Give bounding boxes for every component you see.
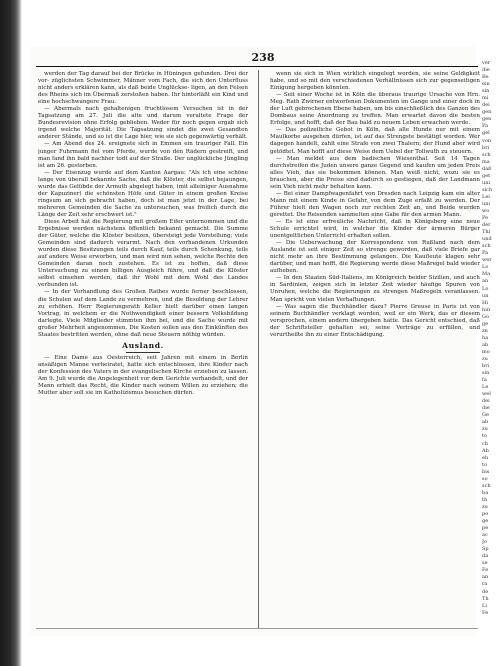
margin-fragment: gen	[482, 109, 492, 116]
news-paragraph: — Seit einer Woche ist in Köln die überaus traurige Ursache von Hrn. Meg. Rath Zwirner entworfenen Dokumenten im Gange und einer doch in der Luft gebrochenen Ebene haben, um bis einschließlich des Ganzen des Dombaus seine Anordnung zu treffen. Man erwartet davon die besten Erfolge, und hofft, daß der Bau bald zu neuem Leben erwachen werde.	[270, 92, 480, 127]
margin-fragment: hin	[482, 306, 491, 313]
margin-fragment: ma	[482, 158, 490, 165]
margin-fragment: bis	[482, 468, 490, 475]
margin-fragment: uni	[482, 200, 491, 207]
margin-fragment: sch	[482, 482, 491, 489]
margin-fragment: eb	[482, 454, 489, 461]
margin-fragment: Thi	[482, 229, 491, 236]
adjacent-page-fragments	[482, 60, 504, 620]
news-paragraph: — In der Verhandlung des Großen Rathes wurde ferner beschlossen, die Schulen auf dem Lande zu vermehren, und die Besoldung der Lehrer zu erhöhen. Herr Regierungsrath Keller hielt darüber einen langen Vortrag, in welchem er die Nothwendigkeit einer bessern Volksbildung darlegte. Viele Mitglieder stimmten ihm bei, und die Sache wurde mit großer Mehrheit angenommen. Die Kosten sollen aus den Einkünften des Staates bestritten werden, ohne daß neue Steuern nöthig würden.	[38, 289, 248, 338]
margin-fragment: wer	[482, 257, 492, 264]
margin-fragment: gen	[482, 116, 492, 123]
margin-fragment: Pa	[482, 123, 489, 130]
margin-fragment: zu	[482, 503, 488, 510]
news-paragraph: — Der Eisenzug wurde auf dem Kanton Aargau: "Als ich eine schöne lange von überall bekannte Sache, daß die Klöster, die selbst bejaungen, wurde das Gelübde der Armuth abgelegt haben, (mit alleiniger Ausnahme der Kapuziner) die schönsten Höfe und Güter in einem großen Kreise ringsum an sich gebracht haben, doch ist man jetzt in der Lage, bei mehreren Gemeinden die Sache zu untersuchen, was freilich durch die Länge der Zeit sehr erschwert ist."	[38, 169, 248, 218]
news-paragraph: Diese Arbeit hat die Regierung mit großem Eifer unternommen und die Ergebnisse werden nächstens öffentlich bekannt gemacht. Die Summe der Güter, welche die Klöster besitzen, übersteigt jede Vorstellung; viele Gemeinden sind dadurch verarmt. Nach den vorhandenen Urkunden wurden diese Besitzungen teils durch Kauf, teils durch Schenkung, teils auf andere Weise erworben, und man wird nun sehen, welche Rechte den Gemeinden daran noch zustehen. Es ist zu hoffen, daß diese Untersuchung zu einem billigen Ausgleich führe, und daß die Klöster selbst einsehen werden, daß ihr Wohl mit dem Wohl des Landes verbunden ist.	[38, 218, 248, 289]
margin-fragment: Lo	[482, 285, 489, 292]
margin-fragment: ch	[482, 440, 489, 447]
margin-fragment: ab	[482, 419, 489, 426]
margin-fragment: dei	[482, 102, 490, 109]
margin-fragment: un	[482, 292, 489, 299]
margin-fragment: de	[482, 588, 489, 595]
margin-fragment: bri	[482, 144, 490, 151]
margin-fragment: sin	[482, 88, 490, 95]
news-paragraph: — Man meldet aus dem badischen Wiesenthal. Seit 14 Tagen durchstreifen die Juden unsere ganze Gegend und kaufen um jeden Preis alles Vieh, das sie bekommen können. Man weiß nicht, wozu sie es brauchen, aber die Preise sind dadurch so gestiegen, daß der Landmann sein Vieh nicht mehr behalten kann.	[270, 155, 480, 190]
margin-fragment: ge	[482, 320, 489, 327]
margin-fragment: sin	[482, 370, 490, 377]
margin-fragment: von	[482, 137, 492, 144]
margin-fragment: die	[482, 405, 490, 412]
news-paragraph: werden der Tag darauf bei der Brücke in Hüningen gefunden. Drei der vor- züglichsten Schwimmer, Männer vom Fach, die sich den Unterfluss nicht anders erklären kann, als daß beide Unglückse- ligen, an den Felsen des Rheins sich im Übermaß zerstoßen haben. Ihr hinterläßt ein Kind und eine hochschwangere Frau.	[38, 71, 248, 106]
margin-fragment: Ab	[482, 447, 489, 454]
book-binding-edge	[0, 0, 22, 666]
margin-fragment: gel	[482, 130, 490, 137]
margin-fragment: und	[482, 236, 492, 243]
margin-fragment: Lo	[482, 264, 489, 271]
heading-rule	[126, 352, 160, 353]
news-paragraph: wenn sie sich in Wien wirklich eingelegt worden, sie seine Geldigkeit habe, und so mit den verschiedenen Verhältnissen sich zur gegenseitigen Einigung hergeben könnten.	[270, 71, 480, 92]
margin-fragment: ac	[482, 532, 488, 539]
margin-fragment: get	[482, 172, 491, 179]
margin-fragment: Ge	[482, 412, 489, 419]
margin-fragment: ab	[482, 341, 489, 348]
header-rule	[36, 66, 478, 67]
footer-rule	[36, 628, 478, 629]
margin-fragment: Go	[482, 313, 490, 320]
margin-fragment: ge	[482, 518, 489, 525]
margin-fragment: der	[482, 222, 491, 229]
page-number: 238	[251, 51, 275, 64]
margin-fragment: Pa	[482, 250, 489, 257]
margin-fragment: sch	[482, 151, 491, 158]
margin-fragment: zu	[482, 355, 488, 362]
margin-fragment: ver	[482, 60, 491, 66]
right-column	[270, 71, 480, 626]
margin-fragment: die	[482, 67, 490, 74]
margin-fragment: ha	[482, 334, 489, 341]
margin-fragment: Hi	[482, 299, 488, 306]
margin-fragment: an	[482, 278, 489, 285]
news-paragraph: — Was sagen die Buchhändler dazu? Pierre Greuse in Paris ist von seinem Buchhändler verklagt worden, weil er ein Werk, das er diesem versprochen, einem andern übergeben hatte. Das Gericht entschied, daß der Schriftsteller gehalten sei, seine Verträge zu erfüllen, und verurtheilte ihn zu einer Entschädigung.	[270, 303, 480, 338]
margin-fragment: mo	[482, 348, 490, 355]
margin-fragment: sch	[482, 243, 491, 250]
margin-fragment: Pe	[482, 215, 489, 222]
margin-fragment: mi	[482, 95, 489, 102]
margin-fragment: Li	[482, 602, 487, 609]
news-paragraph: — Eine Dame aus Oesterreich, seit Jahren mit einem in Berlin ansäßigen Manne verheiratet, hatte sich entschlossen, ihre Kinder nach der Konfession des Vaters in der evangelischen Kirche erziehen zu lassen. Am 9. Juli wurde die Angelegenheit vor dem Gerichte verhandelt, und der Mann erhielt das Recht, die Kinder nach seinem Willen zu erziehen; die Mutter aber soll sie im Katholizismus besuchen dürfen.	[38, 354, 248, 397]
margin-fragment: zn	[482, 327, 488, 334]
margin-fragment: Ma	[482, 271, 491, 278]
margin-fragment: Jo	[482, 539, 488, 546]
margin-fragment: Th	[482, 595, 489, 602]
margin-fragment: Fe	[482, 567, 489, 574]
margin-fragment: Fe	[482, 609, 489, 616]
news-paragraph: — Am Abend des 24. ereignete sich in Emmen ein trauriger Fall. Ein junger Fuhrmann fiel vom Pferde, wurde von den Rädern gestreift, und man fand ihn bald nachher todt auf der Straße. Der unglückliche Jüngling ist am 26. gestorben.	[38, 141, 248, 169]
margin-fragment: po	[482, 511, 489, 517]
margin-fragment: wo	[482, 207, 490, 214]
news-paragraph: — Das polizeiliche Gebot in Köln, daß alle Hunde nur mit einem Maulkorbe ausgehen dürfen, ist auf das Strengste bestätigt worden. Wer dagegen handelt, zahlt eine Strafe von zwei Thalern; der Hund aber wird getödtet. Man hofft auf diese Weise dem Uebel der Tollwuth zu steuern.	[270, 127, 480, 155]
news-paragraph: — In den Staaten Süd-Italiens, im Königreich beider Sizilien, und auch in Sardinien, zeigen sich in letzter Zeit wieder häufige Spuren von Unruhen, welche die Regierungen zu strengen Maßregeln veranlassen. Man spricht von vielen Verhaftungen.	[270, 275, 480, 303]
margin-fragment: ein	[482, 81, 490, 88]
news-paragraph: — Es ist eine erfreuliche Nachricht, daß in Königsberg eine neue Schule errichtet wird, in welcher die Kinder der ärmeren Bürger unentgeltlichen Unterricht erhalten sollen.	[270, 218, 480, 240]
margin-fragment: daß	[482, 165, 492, 172]
margin-fragment: to	[482, 461, 488, 468]
margin-fragment: wel	[482, 391, 491, 398]
margin-fragment: so	[482, 475, 488, 482]
margin-fragment: th	[482, 496, 488, 503]
margin-fragment: ba	[482, 489, 489, 496]
margin-fragment: bri	[482, 363, 490, 370]
margin-fragment: da	[482, 553, 489, 560]
news-paragraph: — Bei einer Dampfwagenfahrt von Dresden nach Leipzig kam ein alter Mann mit einem Kinde in Gefahr, von dem Zuge erfaßt zu werden. Der Führer hielt den Wagen noch zur rechten Zeit an, und Beide wurden gerettet. Die Reisenden sammelten eine Gabe für den armen Mann.	[270, 190, 480, 218]
margin-fragment: dei	[482, 398, 490, 405]
margin-fragment: Sp	[482, 546, 489, 553]
margin-fragment: an	[482, 574, 489, 581]
margin-fragment: fa	[482, 377, 487, 384]
margin-fragment: Lei	[482, 193, 490, 200]
margin-fragment: sich	[482, 186, 493, 193]
margin-fragment: zu	[482, 426, 488, 433]
margin-fragment: ra	[482, 581, 488, 588]
section-heading-ausland: Ausland.	[122, 340, 164, 350]
margin-fragment: se	[482, 560, 488, 567]
news-paragraph: — Die Ueberwachung der Korrespondenz von Rußland nach dem Auslande ist seit einiger Zeit so strenge geworden, daß viele Briefe gar nicht mehr an ihre Bestimmung gelangen. Die Kaufleute klagen sehr darüber, und man hofft, die Regierung werde diese Maßregel bald wieder aufheben.	[270, 240, 480, 275]
margin-fragment: uni	[482, 179, 491, 186]
left-column	[38, 71, 248, 626]
column-divider	[258, 70, 259, 628]
margin-fragment: pe	[482, 525, 489, 532]
margin-fragment: to	[482, 433, 488, 440]
margin-fragment: Le	[482, 384, 489, 391]
news-paragraph: — Abermals nach gehaltenigen fruchtlosem Versuchen ist in der Tagsatzung am 27. Juli die alte und darum veraltete Frage der Bundesrevision ohne Erfolg geblieben. Weder für noch gegen ergab sich irgend welche Majorität. Die Tagsatzung sindet die zwei Gesandten anderer Stände, und so ist die Lage hier, wie sie sich gegenwärtig verhält.	[38, 106, 248, 141]
margin-fragment: Be	[482, 74, 489, 81]
